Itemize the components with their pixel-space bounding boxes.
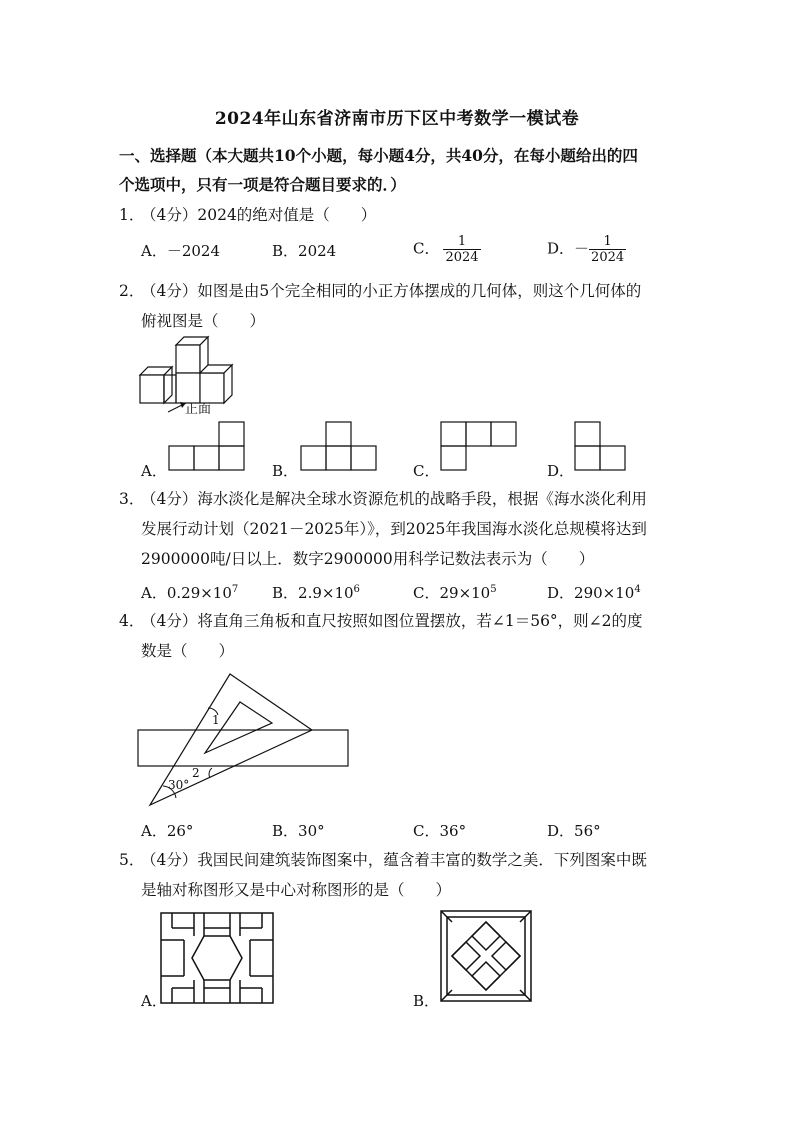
q4-option-c[interactable]: C．36° <box>413 822 467 840</box>
q2-option-d[interactable]: D． <box>547 462 575 480</box>
question-3 <box>119 484 689 515</box>
question-5 <box>119 845 689 876</box>
q3-option-c[interactable]: C．$29\times 10^5$ <box>413 584 497 602</box>
question-2 <box>119 276 689 307</box>
q1-option-d[interactable] <box>547 234 626 265</box>
q2-option-a-figure[interactable] <box>166 420 246 472</box>
q2-option-c[interactable]: C． <box>413 462 440 480</box>
section-header-line2: 个选项中，只有一项是符合题目要求的．） <box>119 175 406 194</box>
q3-option-a[interactable]: A．$0.29\times 10^7$ <box>141 584 239 602</box>
question-3-cont2: 2900000吨/日以上．数字2900000用科学记数法表示为（ ） <box>141 550 595 568</box>
question-3-cont1: 发展行动计划（2021－2025年）》，到2025年我国海水淡化总规模将达到 <box>141 520 647 538</box>
q1-option-b[interactable]: B．2024 <box>272 242 337 260</box>
question-number: 5． <box>119 851 145 869</box>
question-text: （4分）如图是由5个完全相同的小正方体摆成的几何体，则这个几何体的 <box>141 282 642 300</box>
question-text: （4分）将直角三角板和直尺按照如图位置摆放，若∠1＝56°，则∠2的度 <box>141 612 643 630</box>
minus-sign: － <box>574 239 590 258</box>
q1-option-c[interactable] <box>413 234 481 265</box>
triangle-ruler-figure <box>130 668 360 810</box>
question-number: 3． <box>119 490 145 508</box>
section-header-line1: 一、选择题（本大题共10个小题，每小题4分，共40分，在每小题给出的四 <box>119 146 638 165</box>
question-text: （4分）2024的绝对值是（ ） <box>141 206 377 224</box>
question-number: 4． <box>119 612 145 630</box>
question-number: 1． <box>119 206 145 224</box>
question-1 <box>119 200 689 231</box>
question-text: （4分）海水淡化是解决全球水资源危机的战略手段，根据《海水淡化利用 <box>141 490 647 508</box>
q5-option-a[interactable]: A． <box>141 992 167 1010</box>
q2-option-d-figure[interactable] <box>572 420 628 472</box>
question-4 <box>119 606 689 637</box>
fraction: $\frac{1}{2024}$ <box>591 234 625 265</box>
fraction: $\frac{1}{2024}$ <box>445 234 479 265</box>
question-2-cont: 俯视图是（ ） <box>141 312 266 330</box>
question-5-cont: 是轴对称图形又是中心对称图形的是（ ） <box>141 881 452 899</box>
q4-option-a[interactable]: A．26° <box>141 822 194 840</box>
option-prefix: C． <box>413 239 440 258</box>
front-label: 正面 <box>185 402 212 417</box>
q2-option-a[interactable]: A． <box>141 462 167 480</box>
angle-1-label: 1 <box>212 713 220 727</box>
question-number: 2． <box>119 282 145 300</box>
q3-option-d[interactable]: D．$290\times 10^4$ <box>547 584 641 602</box>
question-text: （4分）我国民间建筑装饰图案中，蕴含着丰富的数学之美．下列图案中既 <box>141 851 647 869</box>
question-4-cont: 数是（ ） <box>141 642 235 660</box>
q2-option-c-figure[interactable] <box>438 420 518 472</box>
q5-option-b-pattern[interactable] <box>438 908 534 1004</box>
q3-option-b[interactable]: B．$2.9\times 10^6$ <box>272 584 360 602</box>
angle-30-label: 30° <box>168 778 190 792</box>
q5-option-b[interactable]: B． <box>413 992 440 1010</box>
q5-option-a-pattern[interactable] <box>158 910 276 1006</box>
q2-option-b[interactable]: B． <box>272 462 299 480</box>
q2-option-b-figure[interactable] <box>298 420 378 472</box>
option-prefix: D． <box>547 239 575 258</box>
q4-option-d[interactable]: D．56° <box>547 822 601 840</box>
page-title: 2024年山东省济南市历下区中考数学一模试卷 <box>214 109 580 129</box>
q1-option-a[interactable]: A．－2024 <box>141 242 221 260</box>
q4-option-b[interactable]: B．30° <box>272 822 325 840</box>
angle-2-label: 2 <box>192 766 200 780</box>
